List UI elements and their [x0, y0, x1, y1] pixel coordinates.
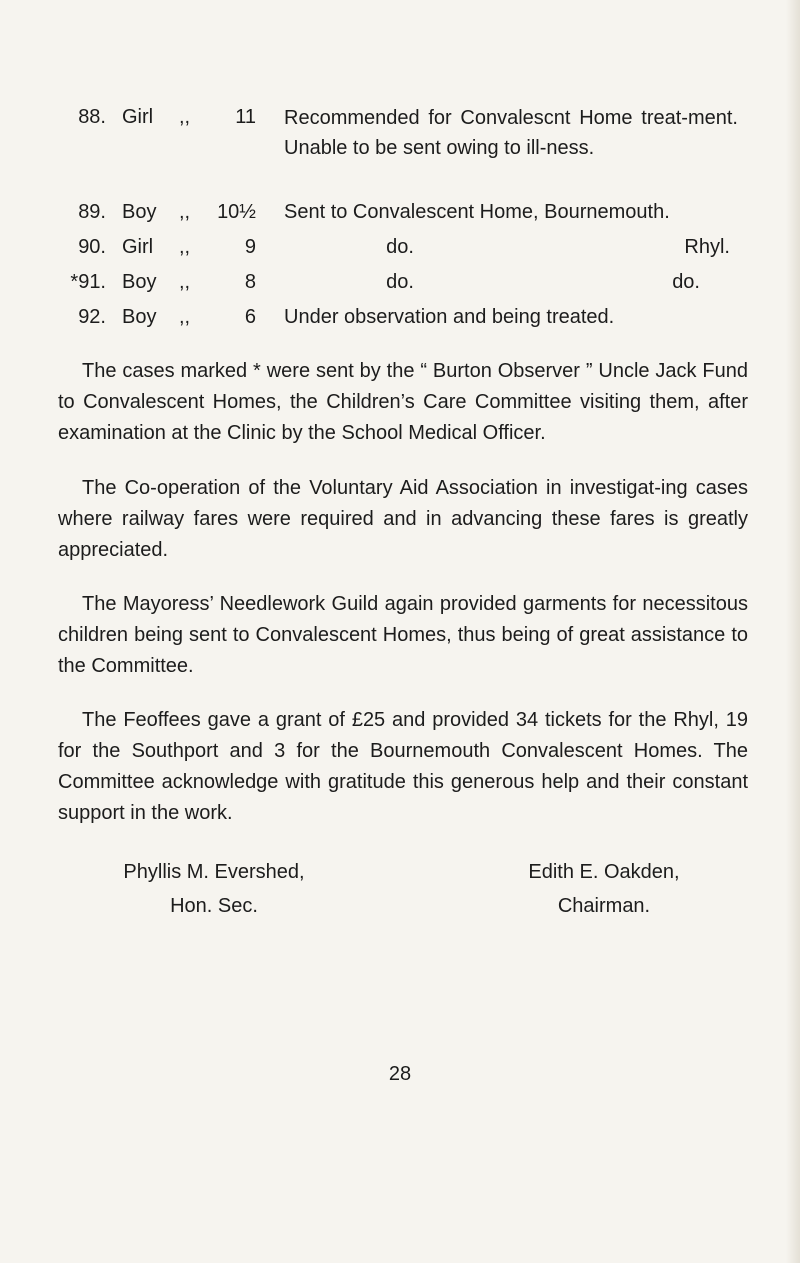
case-sex: Boy [122, 271, 157, 293]
case-remarks: Recommended for Convalescnt Home treat-ment. Unable to be sent owing to ill-ness. [284, 107, 738, 159]
signatory-title: Hon. Sec. [170, 895, 258, 917]
case-number: 90. [78, 236, 106, 258]
paragraph-uncle-jack-fund: The cases marked * were sent by the “ Burton Observer ” Uncle Jack Fund to Convalescent Homes, the Children’s Care Committee visiting them, after examination at the Clinic by the School Medical Officer. [58, 360, 748, 444]
case-remarks: Under observation and being treated. [284, 306, 615, 328]
case-age: 9 [244, 236, 256, 258]
paragraph-voluntary-aid: The Co-operation of the Voluntary Aid Association in investigat-ing cases where railway fares were required and in advancing these fares is greatly appreciated. [58, 477, 748, 561]
paragraph-needlework-guild: The Mayoress’ Needlework Guild again provided garments for necessitous children being sent to Convalescent Homes, thus being of great assistance to the Committee. [58, 593, 748, 677]
case-row [58, 100, 748, 195]
case-table [58, 100, 748, 335]
paragraph-feoffees-grant: The Feoffees gave a grant of £25 and provided 34 tickets for the Rhyl, 19 for the Southport and 3 for the Bournemouth Convalescent Homes. The Committee acknowledge with gratitude this generous help and their constant support in the work. [58, 709, 748, 824]
case-age: 11 [235, 106, 256, 128]
case-row [58, 300, 748, 335]
case-remarks: Sent to Convalescent Home, Bournemouth. [284, 201, 670, 223]
case-row [58, 265, 748, 300]
document-body [58, 100, 748, 925]
ditto-mark: ,, [179, 271, 191, 293]
remarks-ditto: do. [386, 236, 414, 258]
ditto-mark: ,, [179, 106, 191, 128]
case-sex: Girl [122, 236, 154, 258]
case-sex: Boy [122, 306, 157, 328]
signatory-name: Edith E. Oakden, [528, 861, 680, 883]
case-row [58, 230, 748, 265]
case-number: 92. [78, 306, 106, 328]
case-number: *91. [70, 271, 106, 293]
case-sex: Girl [122, 106, 154, 128]
signature-block [58, 855, 748, 925]
case-remarks [284, 230, 738, 265]
ditto-mark: ,, [179, 306, 191, 328]
case-age: 6 [244, 306, 256, 328]
case-sex: Boy [122, 201, 157, 223]
case-number: 89. [78, 201, 106, 223]
signature-chairman [472, 855, 736, 923]
case-number: 88. [78, 106, 106, 128]
signatory-name: Phyllis M. Evershed, [123, 861, 305, 883]
case-age: 8 [244, 271, 256, 293]
remarks-destination: Rhyl. [684, 236, 730, 258]
case-remarks [284, 265, 738, 300]
ditto-mark: ,, [179, 236, 191, 258]
ditto-mark: ,, [179, 201, 191, 223]
remarks-destination: do. [672, 271, 700, 293]
page-number: 28 [388, 1063, 412, 1085]
page-edge-shadow [786, 0, 800, 1263]
remarks-ditto: do. [386, 271, 414, 293]
case-age: 10½ [217, 201, 256, 223]
signatory-title: Chairman. [557, 895, 651, 917]
case-row [58, 195, 748, 230]
signature-secretary [84, 855, 344, 923]
